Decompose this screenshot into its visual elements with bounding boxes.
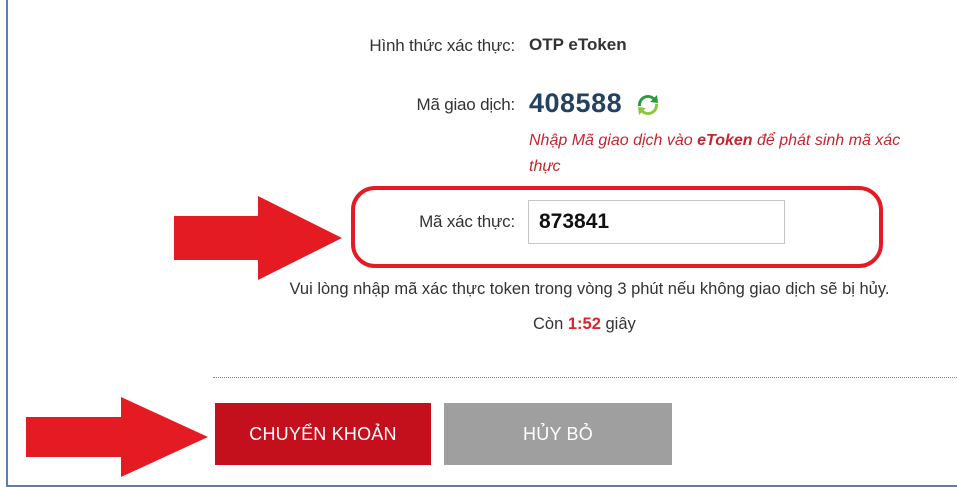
transaction-code-label: Mã giao dịch: [416,95,515,114]
transfer-button[interactable]: CHUYỂN KHOẢN [215,403,431,465]
countdown: Còn 1:52 giây [533,315,636,333]
transaction-hint: Nhập Mã giao dịch vào eToken để phát sinh mã xác thực [529,132,901,175]
highlight-oval [351,186,883,268]
timeout-notice: Vui lòng nhập mã xác thực token trong vòng 3 phút nếu không giao dịch sẽ bị hủy. [289,280,890,298]
arrow-icon [24,394,210,480]
divider [213,377,957,378]
countdown-time: 1:52 [567,315,601,333]
auth-method-label: Hình thức xác thực: [369,36,515,55]
arrow-icon [172,193,344,283]
transaction-code: 408588 [529,88,623,118]
auth-method-value: OTP eToken [529,35,627,54]
verification-code-label: Mã xác thực: [419,212,515,231]
refresh-icon[interactable] [634,91,662,119]
cancel-button[interactable]: HỦY BỎ [444,403,672,465]
